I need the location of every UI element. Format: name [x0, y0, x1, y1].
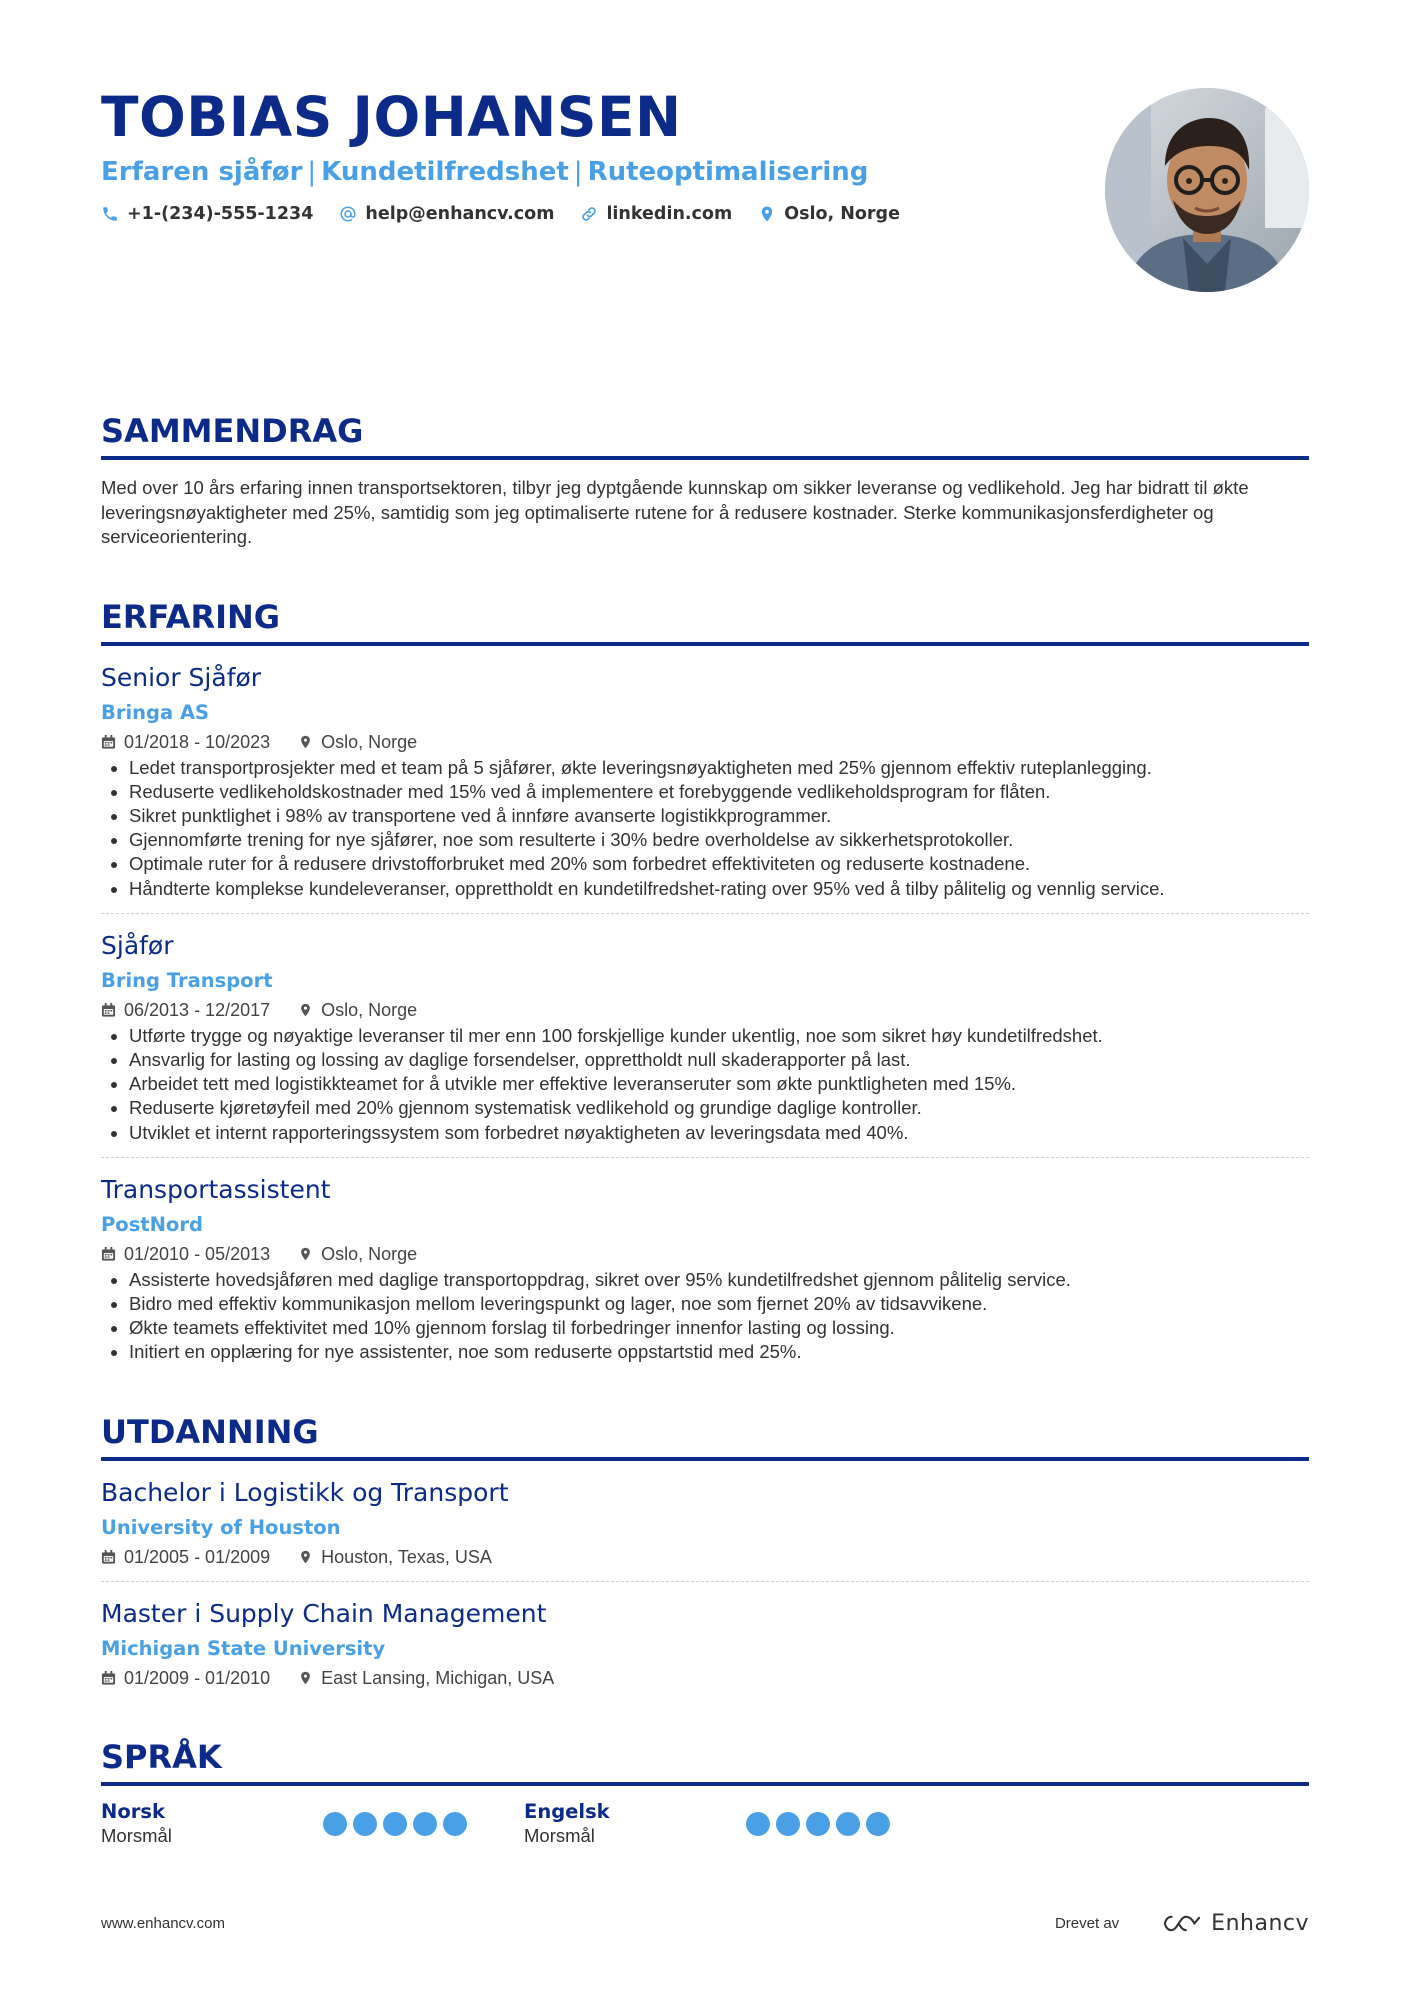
language-level: Morsmål	[101, 1824, 172, 1846]
education-heading: UTDANNING	[101, 1411, 1309, 1461]
footer	[101, 1908, 1309, 1938]
link-icon	[580, 205, 598, 223]
summary-heading: SAMMENDRAG	[101, 410, 1309, 460]
language-item	[524, 1800, 947, 1848]
list-item: • Optimale ruter for å redusere drivstofforbruket med 20% som forbedret effektiviteten og reduserte kostnadene.	[129, 852, 1309, 876]
education-dates-text: 01/2009 - 01/2010	[124, 1667, 271, 1688]
list-item: • Ledet transportprosjekter med et team på 5 sjåfører, økte leveringsnøyaktigheten med 25% gjennom effektiv ruteplanlegging.	[129, 756, 1309, 780]
location-pin-icon	[758, 205, 776, 223]
job-meta	[101, 998, 1309, 1022]
rating-dot	[413, 1812, 437, 1836]
experience-entry	[101, 662, 1309, 914]
company-name: PostNord	[101, 1212, 203, 1236]
contact-linkedin[interactable]	[580, 204, 732, 224]
rating-dot	[323, 1812, 347, 1836]
list-item: • Initiert en opplæring for nye assistenter, noe som reduserte oppstartstid med 25%.	[129, 1340, 1309, 1364]
job-bullets	[101, 756, 1309, 901]
rating-dot	[383, 1812, 407, 1836]
list-item: • Utførte trygge og nøyaktige leveranser til mer enn 100 forskjellige kunder ukentlig, noe som sikret høy kundetilfredshet.	[129, 1024, 1309, 1048]
list-item: • Sikret punktlighet i 98% av transportene ved å innføre avanserte logistikkprogrammer.	[129, 804, 1309, 828]
headline-separator: |	[307, 157, 317, 187]
enhancv-logo-icon	[1163, 1913, 1201, 1934]
job-location-text: Oslo, Norge	[321, 731, 418, 752]
headline-title-1: Erfaren sjåfør	[101, 157, 303, 187]
profile-photo	[1105, 88, 1309, 292]
language-name: Engelsk	[524, 1799, 610, 1823]
education-location	[298, 1545, 492, 1569]
language-name: Norsk	[101, 1799, 165, 1823]
degree-title: Master i Supply Chain Management	[101, 1598, 547, 1628]
rating-dot	[806, 1812, 830, 1836]
job-title: Sjåfør	[101, 930, 174, 960]
education-dates	[101, 1545, 270, 1569]
education-dates	[101, 1666, 270, 1690]
experience-entry	[101, 1174, 1309, 1365]
footer-website-link[interactable]: www.enhancv.com	[101, 1914, 225, 1932]
languages-heading: SPRÅK	[101, 1736, 1309, 1786]
calendar-icon	[101, 1549, 116, 1565]
job-location-text: Oslo, Norge	[321, 999, 418, 1020]
location-pin-icon	[298, 1002, 313, 1018]
headline-separator: |	[573, 157, 583, 187]
location-pin-icon	[298, 734, 313, 750]
experience-entry	[101, 930, 1309, 1158]
calendar-icon	[101, 734, 116, 750]
list-item: • Assisterte hovedsjåføren med daglige transportoppdrag, sikret over 95% kundetilfredshet gjennom pålitelig service.	[129, 1268, 1309, 1292]
education-dates-text: 01/2005 - 01/2009	[124, 1546, 271, 1567]
language-level: Morsmål	[524, 1824, 595, 1846]
experience-heading: ERFARING	[101, 596, 1309, 646]
phone-icon	[101, 205, 119, 223]
job-dates	[101, 1242, 270, 1266]
profile-photo-illustration	[1105, 88, 1309, 292]
list-item: • Håndterte komplekse kundeleveranser, opprettholdt en kundetilfredshet-rating over 95% ved å tilby pålitelig og vennlig service.	[129, 877, 1309, 901]
education-location-text: Houston, Texas, USA	[321, 1546, 492, 1567]
job-bullets	[101, 1268, 1309, 1365]
job-dates	[101, 998, 270, 1022]
headline-title-3: Ruteoptimalisering	[587, 157, 869, 187]
location-text: Oslo, Norge	[784, 204, 900, 224]
list-item: • Utviklet et internt rapporteringssystem som forbedret nøyaktigheten av leveringsdata med 40%.	[129, 1121, 1309, 1145]
rating-dot	[776, 1812, 800, 1836]
entry-divider	[101, 1581, 1309, 1582]
school-name: Michigan State University	[101, 1636, 386, 1660]
calendar-icon	[101, 1670, 116, 1686]
job-location	[298, 730, 417, 754]
job-dates-text: 01/2018 - 10/2023	[124, 731, 271, 752]
summary-text: Med over 10 års erfaring innen transportsektoren, tilbyr jeg dyptgående kunnskap om sikker leveranse og vedlikehold. Jeg har bidratt til økte leveringsnøyaktigheter med 25%, samtidig som jeg optimaliserte rutene for å redusere kostnader. Sterke kommunikasjonsferdigheter og serviceorientering.	[101, 477, 1249, 547]
language-text	[101, 1800, 323, 1848]
enhancv-logo[interactable]	[1163, 1911, 1309, 1936]
education-entry	[101, 1598, 1309, 1690]
school-name: University of Houston	[101, 1515, 341, 1539]
experience-section	[101, 596, 1309, 1365]
contact-email[interactable]	[339, 204, 554, 224]
rating-dot	[353, 1812, 377, 1836]
list-item: • Reduserte vedlikeholdskostnader med 15% ved å implementere et forebyggende vedlikeholdsprogram for flåten.	[129, 780, 1309, 804]
powered-by-text: Drevet av	[1054, 1914, 1120, 1932]
location-pin-icon	[298, 1246, 313, 1262]
rating-dot	[866, 1812, 890, 1836]
contact-location	[758, 204, 900, 224]
job-bullets	[101, 1024, 1309, 1145]
rating-dot	[746, 1812, 770, 1836]
list-item: • Reduserte kjøretøyfeil med 20% gjennom systematisk vedlikehold og grundige daglige kontroller.	[129, 1096, 1309, 1120]
list-item: • Økte teamets effektivitet med 10% gjennom forslag til forbedringer innenfor lasting og lossing.	[129, 1316, 1309, 1340]
degree-title: Bachelor i Logistikk og Transport	[101, 1477, 509, 1507]
rating-dot	[836, 1812, 860, 1836]
language-rating	[746, 1800, 890, 1848]
location-pin-icon	[298, 1670, 313, 1686]
linkedin-text: linkedin.com	[606, 204, 733, 224]
entry-divider	[101, 1157, 1309, 1158]
contact-phone[interactable]	[101, 204, 313, 224]
headline-title-2: Kundetilfredshet	[321, 157, 569, 187]
email-text: help@enhancv.com	[365, 204, 555, 224]
entry-divider	[101, 913, 1309, 914]
job-location-text: Oslo, Norge	[321, 1243, 418, 1264]
job-location	[298, 998, 417, 1022]
job-meta	[101, 730, 1309, 754]
education-location-text: East Lansing, Michigan, USA	[321, 1667, 555, 1688]
language-text	[524, 1800, 746, 1848]
candidate-name: TOBIAS JOHANSEN	[101, 85, 682, 149]
job-title: Senior Sjåfør	[101, 662, 262, 692]
summary-section	[101, 410, 1309, 550]
list-item: • Ansvarlig for lasting og lossing av daglige forsendelser, opprettholdt null skaderapporter på last.	[129, 1048, 1309, 1072]
job-dates-text: 06/2013 - 12/2017	[124, 999, 271, 1020]
language-rating	[323, 1800, 467, 1848]
calendar-icon	[101, 1002, 116, 1018]
rating-dot	[443, 1812, 467, 1836]
enhancv-logo-text: Enhancv	[1211, 1910, 1309, 1936]
company-name: Bringa AS	[101, 700, 210, 724]
education-section	[101, 1411, 1309, 1690]
education-entry	[101, 1477, 1309, 1582]
list-item: • Arbeidet tett med logistikkteamet for å utvikle mer effektive leveranseruter som økte punktligheten med 15%.	[129, 1072, 1309, 1096]
list-item: • Bidro med effektiv kommunikasjon mellom leveringspunkt og lager, noe som fjernet 20% av tidsavvikene.	[129, 1292, 1309, 1316]
job-meta	[101, 1242, 1309, 1266]
job-location	[298, 1242, 417, 1266]
list-item: • Gjennomførte trening for nye sjåfører, noe som resulterte i 30% bedre overholdelse av sikkerhetsprotokoller.	[129, 828, 1309, 852]
location-pin-icon	[298, 1549, 313, 1565]
job-dates	[101, 730, 270, 754]
languages-list	[101, 1800, 1309, 1848]
language-item	[101, 1800, 524, 1848]
resume-header	[101, 0, 1309, 334]
education-meta	[101, 1666, 1309, 1690]
phone-text: +1-(234)-555-1234	[127, 204, 314, 224]
job-title: Transportassistent	[101, 1174, 331, 1204]
languages-section	[101, 1736, 1309, 1848]
job-dates-text: 01/2010 - 05/2013	[124, 1243, 271, 1264]
at-icon	[339, 205, 357, 223]
company-name: Bring Transport	[101, 968, 273, 992]
calendar-icon	[101, 1246, 116, 1262]
education-location	[298, 1666, 554, 1690]
education-meta	[101, 1545, 1309, 1569]
